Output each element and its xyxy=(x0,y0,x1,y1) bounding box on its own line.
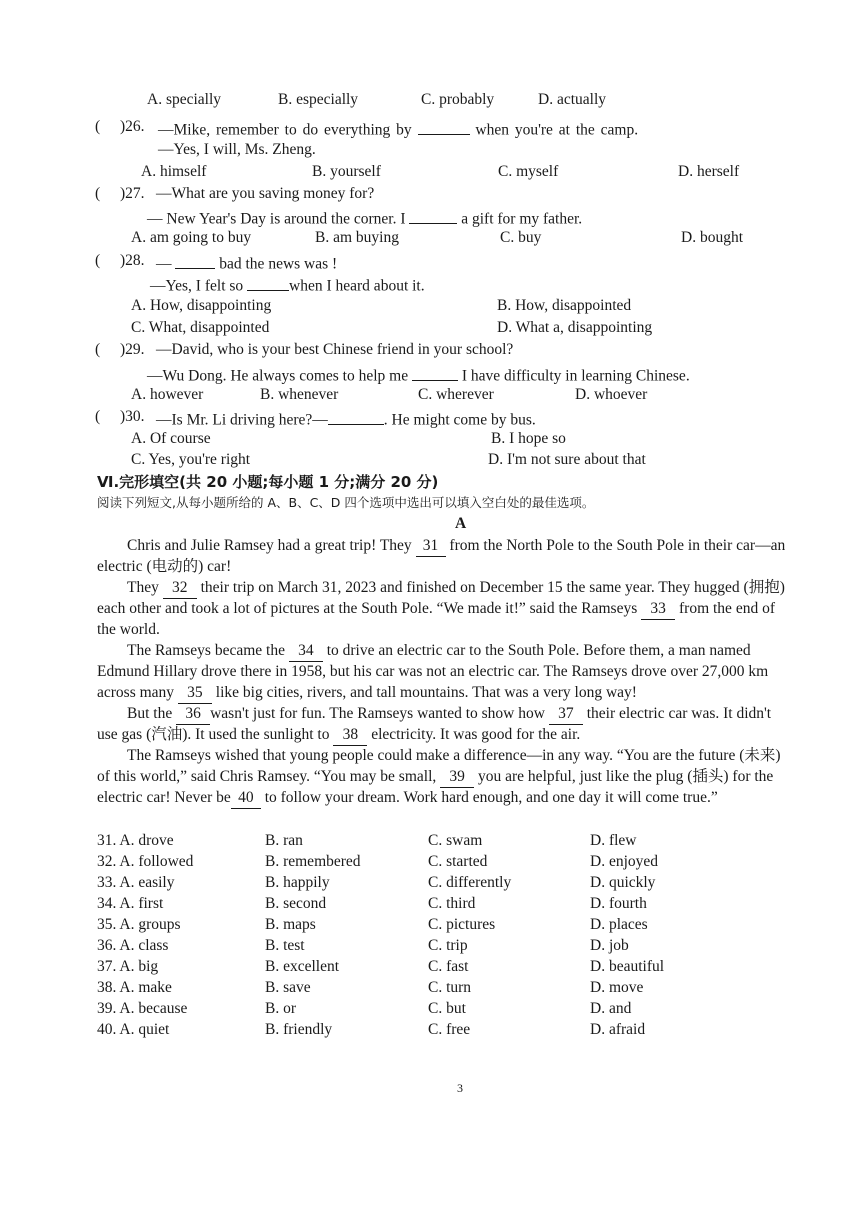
passage-line: across many 35 like big cities, rivers, and tall mountains. That was a very long way! xyxy=(97,684,637,704)
question-stem: —Mike, remember to do everything by when you're at the camp. xyxy=(158,118,638,140)
option-b: B. excellent xyxy=(265,958,340,975)
passage-line: Edmund Hillary drove there in 1958, but his car was not an electric car. The Ramseys drove over 27,000 km xyxy=(97,663,769,680)
option-c: C. third xyxy=(428,895,476,912)
answer-blank xyxy=(412,364,458,381)
option-a: A. however xyxy=(131,386,204,403)
option-c: C. wherever xyxy=(418,386,494,403)
option-c: C. pictures xyxy=(428,916,496,933)
option-a: 36. A. class xyxy=(97,937,169,954)
passage-line: electric car! Never be 40 to follow your dream. Work hard enough, and one day it will come true.” xyxy=(97,789,718,809)
answer-blank xyxy=(175,252,215,269)
option-a: 31. A. drove xyxy=(97,832,174,849)
option-d: D. move xyxy=(590,979,644,996)
option-b: B. test xyxy=(265,937,305,954)
answer-paren[interactable]: ( xyxy=(95,252,101,269)
blank-40: 40 xyxy=(231,789,261,809)
passage-line: The Ramseys became the 34 to drive an electric car to the South Pole. Before them, a man named xyxy=(127,642,751,662)
option-a: 37. A. big xyxy=(97,958,159,975)
option-b: B. am buying xyxy=(315,229,399,246)
option-c: C. trip xyxy=(428,937,468,954)
passage-line: But the 36 wasn't just for fun. The Ramseys wanted to show how 37 their electric car was. It didn't xyxy=(127,705,771,725)
option-d: D. I'm not sure about that xyxy=(488,451,646,468)
answer-paren[interactable]: ( xyxy=(95,341,101,358)
blank-39: 39 xyxy=(440,768,474,788)
option-a: 32. A. followed xyxy=(97,853,194,870)
passage-label: A xyxy=(455,515,467,532)
question-number: )29. xyxy=(120,341,145,358)
answer-paren[interactable]: ( xyxy=(95,118,101,135)
option-c: C. fast xyxy=(428,958,469,975)
question-number: )26. xyxy=(120,118,145,135)
option-a: 40. A. quiet xyxy=(97,1021,170,1038)
option-c: C. swam xyxy=(428,832,483,849)
answer-paren[interactable]: ( xyxy=(95,408,101,425)
question-stem: —David, who is your best Chinese friend in your school? xyxy=(156,341,514,358)
option-c: C. turn xyxy=(428,979,472,996)
option-d: D. whoever xyxy=(575,386,648,403)
passage-line: electric (电动的) car! xyxy=(97,558,232,575)
passage-line: They 32 their trip on March 31, 2023 and finished on December 15 the same year. They hugged (拥抱) xyxy=(127,579,785,599)
answer-blank xyxy=(409,207,457,224)
option-c: C. but xyxy=(428,1000,466,1017)
blank-36: 36 xyxy=(176,705,210,725)
option-a: A. am going to buy xyxy=(131,229,252,246)
option-c: C. started xyxy=(428,853,488,870)
passage-line: the world. xyxy=(97,621,160,638)
option-a: 38. A. make xyxy=(97,979,172,996)
passage-line: of this world,” said Chris Ramsey. “You may be small, 39 you are helpful, just like the plug (插头) for the xyxy=(97,768,773,788)
option-b: B. remembered xyxy=(265,853,361,870)
option-b: B. yourself xyxy=(312,163,381,180)
option-d: D. enjoyed xyxy=(590,853,659,870)
option-d: D. afraid xyxy=(590,1021,646,1038)
option-a: A. How, disappointing xyxy=(131,297,272,314)
question-stem: —Is Mr. Li driving here?— . He might come by bus. xyxy=(156,408,536,430)
question-reply: —Yes, I felt so when I heard about it. xyxy=(150,274,425,296)
option-c: C. Yes, you're right xyxy=(131,451,251,468)
option-d: D. beautiful xyxy=(590,958,665,975)
option-c: C. What, disappointed xyxy=(131,319,270,336)
option-c: C. buy xyxy=(500,229,542,246)
passage-line: each other and took a lot of pictures at the South Pole. “We made it!” said the Ramseys 33 from the end of xyxy=(97,600,775,620)
question-number: )28. xyxy=(120,252,145,269)
question-stem: —What are you saving money for? xyxy=(156,185,375,202)
option-a: 35. A. groups xyxy=(97,916,181,933)
option-a: 34. A. first xyxy=(97,895,164,912)
option-d: D. job xyxy=(590,937,629,954)
answer-paren[interactable]: ( xyxy=(95,185,101,202)
option-a: A. specially xyxy=(147,91,222,108)
option-b: B. I hope so xyxy=(491,430,566,447)
option-c: C. free xyxy=(428,1021,471,1038)
blank-35: 35 xyxy=(178,684,212,704)
option-b: B. whenever xyxy=(260,386,339,403)
passage-line: Chris and Julie Ramsey had a great trip! They 31 from the North Pole to the South Pole in their car—an xyxy=(127,537,785,557)
option-a: A. himself xyxy=(141,163,207,180)
blank-38: 38 xyxy=(333,726,367,746)
option-d: D. and xyxy=(590,1000,632,1017)
option-d: D. flew xyxy=(590,832,637,849)
question-reply: — New Year's Day is around the corner. I a gift for my father. xyxy=(147,207,582,229)
page-number: 3 xyxy=(457,1081,463,1095)
option-d: D. fourth xyxy=(590,895,647,912)
option-d: D. bought xyxy=(681,229,743,246)
option-d: D. quickly xyxy=(590,874,656,891)
option-b: B. save xyxy=(265,979,311,996)
option-b: B. maps xyxy=(265,916,316,933)
question-number: )30. xyxy=(120,408,145,425)
option-a: 39. A. because xyxy=(97,1000,188,1017)
option-d: D. actually xyxy=(538,91,607,108)
blank-32: 32 xyxy=(163,579,197,599)
passage-line: use gas (汽油). It used the sunlight to 38 electricity. It was good for the air. xyxy=(97,726,580,746)
option-b: B. or xyxy=(265,1000,296,1017)
option-a: A. Of course xyxy=(131,430,211,447)
option-a: 33. A. easily xyxy=(97,874,175,891)
question-number: )27. xyxy=(120,185,145,202)
option-b: B. ran xyxy=(265,832,303,849)
option-b: B. happily xyxy=(265,874,330,891)
option-d: D. herself xyxy=(678,163,740,180)
option-b: B. especially xyxy=(278,91,359,108)
blank-34: 34 xyxy=(289,642,323,662)
option-b: B. friendly xyxy=(265,1021,333,1038)
answer-blank xyxy=(328,408,384,425)
option-c: C. differently xyxy=(428,874,512,891)
answer-blank xyxy=(418,118,470,135)
answer-blank xyxy=(247,274,289,291)
question-reply: —Wu Dong. He always comes to help me I have difficulty in learning Chinese. xyxy=(147,364,690,386)
option-b: B. second xyxy=(265,895,327,912)
question-stem: — bad the news was ! xyxy=(156,252,337,274)
question-reply: —Yes, I will, Ms. Zheng. xyxy=(158,141,316,158)
option-b: B. How, disappointed xyxy=(497,297,632,314)
option-d: D. places xyxy=(590,916,648,933)
option-c: C. myself xyxy=(498,163,559,180)
blank-37: 37 xyxy=(549,705,583,725)
section-heading: Ⅵ.完形填空(共 20 小题;每小题 1 分;满分 20 分) xyxy=(97,473,439,491)
option-c: C. probably xyxy=(421,91,495,108)
option-d: D. What a, disappointing xyxy=(497,319,653,336)
blank-33: 33 xyxy=(641,600,675,620)
section-instruction: 阅读下列短文,从每小题所给的 A、B、C、D 四个选项中选出可以填入空白处的最佳选项。 xyxy=(97,495,595,510)
blank-31: 31 xyxy=(416,537,446,557)
passage-line: The Ramseys wished that young people could make a difference—in any way. “You are the future (未来) xyxy=(127,747,781,764)
